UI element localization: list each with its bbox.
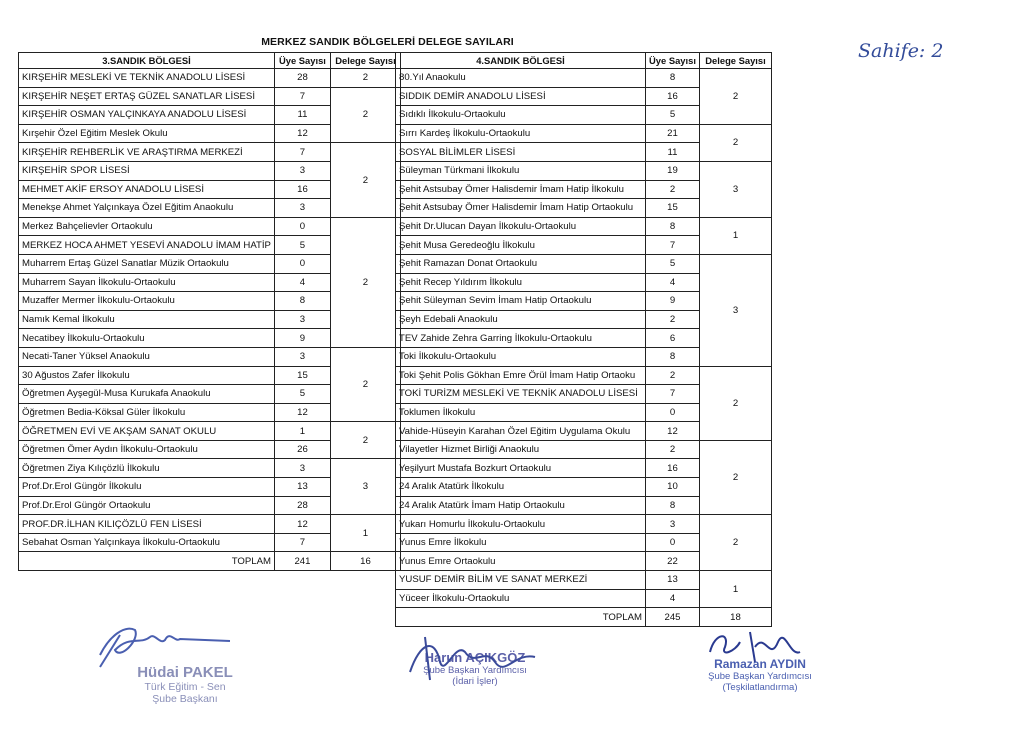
table-row — [396, 366, 772, 385]
table-row — [19, 143, 401, 162]
member-count: 15 — [646, 199, 700, 218]
table-row — [19, 87, 401, 106]
signature-block-3 — [690, 622, 830, 693]
member-count: 3 — [274, 459, 330, 478]
member-count: 11 — [646, 143, 700, 162]
member-count: 26 — [274, 440, 330, 459]
member-count: 3 — [274, 161, 330, 180]
signatory-org-3: Şube Başkan Yardımcısı — [708, 671, 812, 682]
handwritten-signature-2 — [395, 632, 555, 682]
total-members: 245 — [646, 608, 700, 627]
table-row — [396, 515, 772, 534]
member-count: 2 — [646, 440, 700, 459]
school-name: Toki Şehit Polis Gökhan Emre Örül İmam Hatip Ortaoku — [396, 366, 646, 385]
table-row — [396, 440, 772, 459]
signatory-title-3: (Teşkilatlandırma) — [722, 682, 798, 693]
school-name: Necati-Taner Yüksel Anaokulu — [19, 347, 275, 366]
signature-block-1 — [70, 615, 260, 705]
total-delegates: 16 — [330, 552, 400, 571]
school-name: PROF.DR.İLHAN KILIÇÖZLÜ FEN LİSESİ — [19, 515, 275, 534]
signatory-title-1: Şube Başkanı — [152, 693, 218, 705]
school-name: KIRŞEHİR MESLEKİ VE TEKNİK ANADOLU LİSESİ — [19, 69, 275, 88]
region3-table — [18, 52, 401, 571]
signatory-name-2: Harun AÇIKGÖZ — [424, 650, 526, 665]
member-count: 5 — [274, 385, 330, 404]
school-name: Prof.Dr.Erol Güngör Ortaokulu — [19, 496, 275, 515]
member-count: 7 — [274, 143, 330, 162]
member-count: 16 — [646, 87, 700, 106]
signatory-name-3: Ramazan AYDIN — [714, 657, 806, 671]
school-name: Yukarı Homurlu İlkokulu-Ortaokulu — [396, 515, 646, 534]
school-name: Kırşehir Özel Eğitim Meslek Okulu — [19, 124, 275, 143]
member-count: 13 — [274, 478, 330, 497]
member-count: 3 — [274, 310, 330, 329]
delegate-count: 2 — [700, 440, 772, 514]
school-name: Muharrem Ertaş Güzel Sanatlar Müzik Ortaokulu — [19, 254, 275, 273]
delegate-count: 1 — [330, 515, 400, 552]
delegate-count: 3 — [330, 459, 400, 515]
total-label: TOPLAM — [396, 608, 646, 627]
member-count: 13 — [646, 571, 700, 590]
table-row — [396, 217, 772, 236]
handwritten-signature-1 — [80, 615, 250, 670]
school-name: MERKEZ HOCA AHMET YESEVİ ANADOLU İMAM HATİP — [19, 236, 275, 255]
member-count: 7 — [274, 87, 330, 106]
school-name: Toklumen İlkokulu — [396, 403, 646, 422]
school-name: Vahide-Hüseyin Karahan Özel Eğitim Uygulama Okulu — [396, 422, 646, 441]
delegate-count: 1 — [700, 217, 772, 254]
total-label: TOPLAM — [19, 552, 275, 571]
page-title: MERKEZ SANDIK BÖLGELERİ DELEGE SAYILARI — [261, 36, 514, 48]
page-number-note: Sahife: 2 — [858, 40, 944, 62]
school-name: Şehit Recep Yıldırım İlkokulu — [396, 273, 646, 292]
school-name: Namık Kemal İlkokulu — [19, 310, 275, 329]
school-name: 24 Aralık Atatürk İmam Hatip Ortaokulu — [396, 496, 646, 515]
school-name: Öğretmen Ayşegül-Musa Kurukafa Anaokulu — [19, 385, 275, 404]
table-row — [19, 69, 401, 88]
delegate-count: 2 — [330, 143, 400, 217]
school-name: SOSYAL BİLİMLER LİSESİ — [396, 143, 646, 162]
school-name: KIRŞEHİR SPOR LİSESİ — [19, 161, 275, 180]
school-name: Prof.Dr.Erol Güngör İlkokulu — [19, 478, 275, 497]
member-count: 16 — [646, 459, 700, 478]
member-count: 12 — [274, 124, 330, 143]
school-name: KIRŞEHİR REHBERLİK VE ARAŞTIRMA MERKEZİ — [19, 143, 275, 162]
member-count: 5 — [646, 254, 700, 273]
member-count: 3 — [274, 199, 330, 218]
member-count: 10 — [646, 478, 700, 497]
member-count: 15 — [274, 366, 330, 385]
table-row — [396, 124, 772, 143]
school-name: Öğretmen Ziya Kılıçözlü İlkokulu — [19, 459, 275, 478]
table-row — [19, 422, 401, 441]
region4-table — [395, 52, 772, 627]
member-count: 16 — [274, 180, 330, 199]
member-count: 7 — [646, 385, 700, 404]
table-row — [396, 161, 772, 180]
delegate-count: 2 — [700, 124, 772, 161]
member-count: 1 — [274, 422, 330, 441]
table-row — [396, 571, 772, 590]
member-count: 0 — [274, 254, 330, 273]
school-name: Sıdıklı İlkokulu-Ortaokulu — [396, 106, 646, 125]
member-count: 5 — [646, 106, 700, 125]
member-count: 3 — [646, 515, 700, 534]
delegate-count: 2 — [330, 87, 400, 143]
member-count: 8 — [646, 496, 700, 515]
school-name: 80.Yıl Anaokulu — [396, 69, 646, 88]
members-header: Üye Sayısı — [646, 53, 700, 69]
school-name: Öğretmen Bedia-Köksal Güler İlkokulu — [19, 403, 275, 422]
member-count: 7 — [646, 236, 700, 255]
member-count: 9 — [646, 292, 700, 311]
delegates-header: Delege Sayısı — [330, 53, 400, 69]
member-count: 19 — [646, 161, 700, 180]
table-row — [19, 347, 401, 366]
school-name: SIDDIK DEMİR ANADOLU LİSESİ — [396, 87, 646, 106]
table-row — [396, 69, 772, 88]
member-count: 21 — [646, 124, 700, 143]
school-name: Vilayetler Hizmet Birliği Anaokulu — [396, 440, 646, 459]
member-count: 12 — [646, 422, 700, 441]
school-name: Necatibey İlkokulu-Ortaokulu — [19, 329, 275, 348]
member-count: 4 — [274, 273, 330, 292]
delegate-count: 3 — [700, 254, 772, 366]
school-name: Toki İlkokulu-Ortaokulu — [396, 347, 646, 366]
signatory-org-1: Türk Eğitim - Sen — [144, 681, 226, 693]
member-count: 11 — [274, 106, 330, 125]
member-count: 28 — [274, 496, 330, 515]
delegate-count: 2 — [330, 217, 400, 347]
signatory-title-2: (İdari İşler) — [452, 676, 498, 687]
delegate-count: 2 — [700, 69, 772, 125]
total-delegates: 18 — [700, 608, 772, 627]
member-count: 8 — [646, 217, 700, 236]
member-count: 3 — [274, 347, 330, 366]
delegate-count: 2 — [330, 69, 400, 88]
school-name: ÖĞRETMEN EVİ VE AKŞAM SANAT OKULU — [19, 422, 275, 441]
total-members: 241 — [274, 552, 330, 571]
school-name: Şehit Astsubay Ömer Halisdemir İmam Hatip Ortaokulu — [396, 199, 646, 218]
delegate-count: 1 — [700, 571, 772, 608]
signature-block-2 — [385, 640, 565, 687]
table-row — [19, 217, 401, 236]
school-name: Şehit Süleyman Sevim İmam Hatip Ortaokulu — [396, 292, 646, 311]
school-name: TEV Zahide Zehra Garring İlkokulu-Ortaokulu — [396, 329, 646, 348]
region4-header: 4.SANDIK BÖLGESİ — [396, 53, 646, 69]
member-count: 6 — [646, 329, 700, 348]
school-name: Yunus Emre İlkokulu — [396, 533, 646, 552]
school-name: Şehit Ramazan Donat Ortaokulu — [396, 254, 646, 273]
member-count: 0 — [646, 533, 700, 552]
member-count: 28 — [274, 69, 330, 88]
school-name: Yeşilyurt Mustafa Bozkurt Ortaokulu — [396, 459, 646, 478]
member-count: 7 — [274, 533, 330, 552]
school-name: Muharrem Sayan İlkokulu-Ortaokulu — [19, 273, 275, 292]
total-row — [19, 552, 401, 571]
delegate-count: 2 — [700, 366, 772, 440]
member-count: 2 — [646, 180, 700, 199]
school-name: Öğretmen Ömer Aydın İlkokulu-Ortaokulu — [19, 440, 275, 459]
table-row — [19, 459, 401, 478]
school-name: Şeyh Edebali Anaokulu — [396, 310, 646, 329]
school-name: Sebahat Osman Yalçınkaya İlkokulu-Ortaokulu — [19, 533, 275, 552]
table-row — [396, 254, 772, 273]
school-name: Muzaffer Mermer İlkokulu-Ortaokulu — [19, 292, 275, 311]
region3-header: 3.SANDIK BÖLGESİ — [19, 53, 275, 69]
school-name: Menekşe Ahmet Yalçınkaya Özel Eğitim Anaokulu — [19, 199, 275, 218]
members-header: Üye Sayısı — [274, 53, 330, 69]
school-name: Yunus Emre Ortaokulu — [396, 552, 646, 571]
school-name: KIRŞEHİR NEŞET ERTAŞ GÜZEL SANATLAR LİSESİ — [19, 87, 275, 106]
member-count: 9 — [274, 329, 330, 348]
school-name: KIRŞEHİR OSMAN YALÇINKAYA ANADOLU LİSESİ — [19, 106, 275, 125]
school-name: Yüceer İlkokulu-Ortaokulu — [396, 589, 646, 608]
school-name: 30 Ağustos Zafer İlkokulu — [19, 366, 275, 385]
member-count: 5 — [274, 236, 330, 255]
member-count: 4 — [646, 273, 700, 292]
signatory-name-1: Hüdai PAKEL — [137, 664, 233, 681]
school-name: Şehit Astsubay Ömer Halisdemir İmam Hatip İlkokulu — [396, 180, 646, 199]
school-name: Merkez Bahçelievler Ortaokulu — [19, 217, 275, 236]
member-count: 8 — [646, 69, 700, 88]
school-name: YUSUF DEMİR BİLİM VE SANAT MERKEZİ — [396, 571, 646, 590]
member-count: 4 — [646, 589, 700, 608]
signatory-org-2: Şube Başkan Yardımcısı — [423, 665, 527, 676]
member-count: 12 — [274, 515, 330, 534]
delegate-count: 2 — [330, 422, 400, 459]
member-count: 8 — [274, 292, 330, 311]
member-count: 22 — [646, 552, 700, 571]
school-name: Sırrı Kardeş İlkokulu-Ortaokulu — [396, 124, 646, 143]
delegate-count: 3 — [700, 161, 772, 217]
school-name: 24 Aralık Atatürk İlkokulu — [396, 478, 646, 497]
delegate-count: 2 — [700, 515, 772, 571]
member-count: 8 — [646, 347, 700, 366]
member-count: 0 — [646, 403, 700, 422]
member-count: 2 — [646, 310, 700, 329]
school-name: TOKİ TURİZM MESLEKİ VE TEKNİK ANADOLU LİSESİ — [396, 385, 646, 404]
member-count: 2 — [646, 366, 700, 385]
school-name: Şehit Dr.Ulucan Dayan İlkokulu-Ortaokulu — [396, 217, 646, 236]
member-count: 0 — [274, 217, 330, 236]
table-row — [19, 515, 401, 534]
delegate-count: 2 — [330, 347, 400, 421]
school-name: Süleyman Türkmani İlkokulu — [396, 161, 646, 180]
delegates-header: Delege Sayısı — [700, 53, 772, 69]
member-count: 12 — [274, 403, 330, 422]
school-name: MEHMET AKİF ERSOY ANADOLU LİSESİ — [19, 180, 275, 199]
school-name: Şehit Musa Geredeoğlu İlkokulu — [396, 236, 646, 255]
